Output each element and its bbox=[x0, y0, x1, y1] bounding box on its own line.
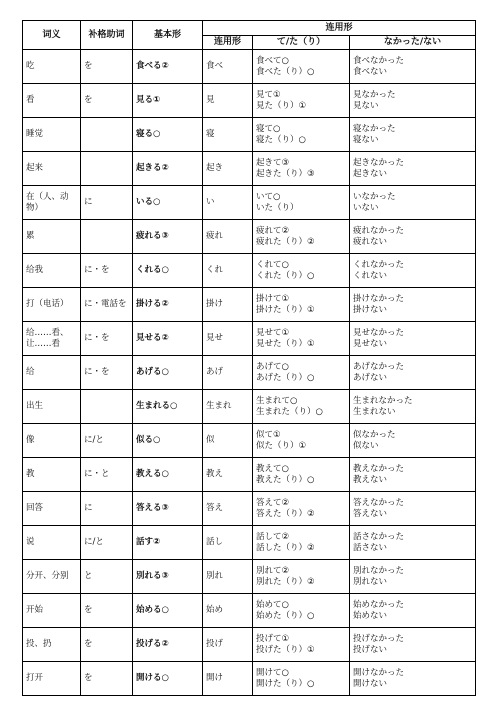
te-form-cell bbox=[253, 662, 350, 696]
renyo-stem-cell: 掛け bbox=[203, 288, 253, 322]
nakatta-form-line: 話さなかった bbox=[353, 531, 405, 542]
renyo-stem-cell: 始め bbox=[203, 594, 253, 628]
base-form-cell: いる○ bbox=[133, 186, 203, 220]
table-row bbox=[23, 254, 476, 288]
te-form-line: 見せて① bbox=[256, 327, 290, 338]
meaning-cell: 说 bbox=[23, 526, 81, 560]
te-form-cell bbox=[253, 356, 350, 390]
renyo-stem-cell: 見 bbox=[203, 84, 253, 118]
ta-form-line: 開けた（り）○ bbox=[256, 678, 315, 689]
te-form-cell bbox=[253, 424, 350, 458]
particle-cell: に・を bbox=[81, 356, 133, 390]
renyo-stem-cell: 疲れ bbox=[203, 220, 253, 254]
nakatta-form-line: 別れなかった bbox=[353, 565, 405, 576]
particle-cell bbox=[81, 118, 133, 152]
header-nakatta: なかった/ない bbox=[350, 36, 476, 50]
meaning-cell: 回答 bbox=[23, 492, 81, 526]
meaning-cell: 开始 bbox=[23, 594, 81, 628]
base-form-cell: あげる○ bbox=[133, 356, 203, 390]
table-row bbox=[23, 220, 476, 254]
nai-form-line: 寝ない bbox=[353, 134, 379, 145]
particle-cell: を bbox=[81, 594, 133, 628]
ta-form-line: くれた（り）○ bbox=[256, 270, 315, 281]
particle-cell bbox=[81, 152, 133, 186]
ta-form-line: あげた（り）○ bbox=[256, 372, 315, 383]
particle-cell: に・を bbox=[81, 254, 133, 288]
base-form-cell: 投げる② bbox=[133, 628, 203, 662]
renyo-stem-cell: 生まれ bbox=[203, 390, 253, 424]
negative-form-cell bbox=[350, 662, 476, 696]
ta-form-line: 投げた（り）① bbox=[256, 644, 315, 655]
te-form-line: あげて○ bbox=[256, 361, 289, 372]
negative-form-cell bbox=[350, 390, 476, 424]
ta-form-line: 答えた（り）② bbox=[256, 508, 315, 519]
table-row bbox=[23, 526, 476, 560]
renyo-stem-cell: 食べ bbox=[203, 50, 253, 84]
nakatta-form-line: 似なかった bbox=[353, 429, 396, 440]
te-form-line: 疲れて② bbox=[256, 225, 290, 236]
ta-form-line: 掛けた（り）① bbox=[256, 304, 315, 315]
negative-form-cell bbox=[350, 356, 476, 390]
te-form-line: 寝て○ bbox=[256, 123, 281, 134]
base-form-cell: 別れる③ bbox=[133, 560, 203, 594]
particle-cell: に/と bbox=[81, 526, 133, 560]
te-form-line: くれて○ bbox=[256, 259, 289, 270]
base-form-cell: 話す② bbox=[133, 526, 203, 560]
meaning-cell: 像 bbox=[23, 424, 81, 458]
te-form-line: いて○ bbox=[256, 191, 281, 202]
negative-form-cell bbox=[350, 288, 476, 322]
table-row bbox=[23, 492, 476, 526]
meaning-cell: 起来 bbox=[23, 152, 81, 186]
nakatta-form-line: 掛けなかった bbox=[353, 293, 405, 304]
nai-form-line: あげない bbox=[353, 372, 388, 383]
nai-form-line: 話さない bbox=[353, 542, 388, 553]
base-form-cell: 似る○ bbox=[133, 424, 203, 458]
nakatta-form-line: 投げなかった bbox=[353, 633, 405, 644]
renyo-stem-cell: 別れ bbox=[203, 560, 253, 594]
te-form-cell bbox=[253, 186, 350, 220]
nakatta-form-line: 寝なかった bbox=[353, 123, 396, 134]
negative-form-cell bbox=[350, 118, 476, 152]
renyo-stem-cell: 教え bbox=[203, 458, 253, 492]
ta-form-line: 生まれた（り）○ bbox=[256, 406, 323, 417]
renyo-stem-cell: くれ bbox=[203, 254, 253, 288]
ta-form-line: 食べた（り）○ bbox=[256, 66, 315, 77]
te-form-line: 生まれて○ bbox=[256, 395, 298, 406]
meaning-cell: 打（电话） bbox=[23, 288, 81, 322]
particle-cell bbox=[81, 220, 133, 254]
nai-form-line: 生まれない bbox=[353, 406, 396, 417]
table-row bbox=[23, 50, 476, 84]
ta-form-line: 教えた（り）○ bbox=[256, 474, 315, 485]
negative-form-cell bbox=[350, 594, 476, 628]
ta-form-line: 別れた（り）② bbox=[256, 576, 315, 587]
te-form-line: 教えて○ bbox=[256, 463, 289, 474]
particle-cell bbox=[81, 390, 133, 424]
nai-form-line: 始めない bbox=[353, 610, 388, 621]
te-form-cell bbox=[253, 492, 350, 526]
meaning-cell: 给我 bbox=[23, 254, 81, 288]
negative-form-cell bbox=[350, 560, 476, 594]
meaning-cell: 累 bbox=[23, 220, 81, 254]
te-form-line: 話して② bbox=[256, 531, 290, 542]
nai-form-line: 教えない bbox=[353, 474, 388, 485]
te-form-cell bbox=[253, 288, 350, 322]
base-form-cell: 開ける○ bbox=[133, 662, 203, 696]
te-form-line: 答えて② bbox=[256, 497, 290, 508]
base-form-cell: 見る① bbox=[133, 84, 203, 118]
base-form-cell: 答える③ bbox=[133, 492, 203, 526]
renyo-stem-cell: い bbox=[203, 186, 253, 220]
base-form-cell: 生まれる○ bbox=[133, 390, 203, 424]
meaning-cell: 睡觉 bbox=[23, 118, 81, 152]
te-form-line: 起きて③ bbox=[256, 157, 290, 168]
base-form-cell: 食べる② bbox=[133, 50, 203, 84]
te-form-cell bbox=[253, 220, 350, 254]
renyo-stem-cell: 似 bbox=[203, 424, 253, 458]
header-base: 基本形 bbox=[133, 21, 203, 50]
negative-form-cell bbox=[350, 628, 476, 662]
header-meaning: 词义 bbox=[23, 21, 81, 50]
particle-cell: を bbox=[81, 662, 133, 696]
particle-cell: と bbox=[81, 560, 133, 594]
header-renyo: 连用形 bbox=[203, 36, 253, 50]
table-row bbox=[23, 628, 476, 662]
particle-cell: に・と bbox=[81, 458, 133, 492]
negative-form-cell bbox=[350, 220, 476, 254]
base-form-cell: 掛ける② bbox=[133, 288, 203, 322]
te-form-cell bbox=[253, 526, 350, 560]
negative-form-cell bbox=[350, 458, 476, 492]
te-form-line: 始めて○ bbox=[256, 599, 289, 610]
te-form-cell bbox=[253, 560, 350, 594]
meaning-cell: 给 bbox=[23, 356, 81, 390]
ta-form-line: いた（り） bbox=[256, 202, 299, 213]
ta-form-line: 始めた（り）○ bbox=[256, 610, 315, 621]
table-row bbox=[23, 118, 476, 152]
nakatta-form-line: 答えなかった bbox=[353, 497, 405, 508]
negative-form-cell bbox=[350, 84, 476, 118]
renyo-stem-cell: 見せ bbox=[203, 322, 253, 356]
ta-form-line: 疲れた（り）② bbox=[256, 236, 315, 247]
te-form-line: 別れて② bbox=[256, 565, 290, 576]
table-row bbox=[23, 322, 476, 356]
te-form-line: 似て① bbox=[256, 429, 281, 440]
base-form-cell: 起きる② bbox=[133, 152, 203, 186]
meaning-cell: 投、扔 bbox=[23, 628, 81, 662]
particle-cell: に bbox=[81, 492, 133, 526]
table-row bbox=[23, 424, 476, 458]
meaning-cell: 分开、分别 bbox=[23, 560, 81, 594]
renyo-stem-cell: 起き bbox=[203, 152, 253, 186]
nai-form-line: 起きない bbox=[353, 168, 388, 179]
table-row bbox=[23, 390, 476, 424]
meaning-cell: 在（人、动物） bbox=[23, 186, 81, 220]
nakatta-form-line: 疲れなかった bbox=[353, 225, 405, 236]
particle-cell: を bbox=[81, 50, 133, 84]
renyo-stem-cell: 答え bbox=[203, 492, 253, 526]
table-row bbox=[23, 662, 476, 696]
negative-form-cell bbox=[350, 424, 476, 458]
base-form-cell: 始める○ bbox=[133, 594, 203, 628]
particle-cell: に・電話を bbox=[81, 288, 133, 322]
table-row bbox=[23, 288, 476, 322]
nakatta-form-line: 教えなかった bbox=[353, 463, 405, 474]
ta-form-line: 寝た（り）○ bbox=[256, 134, 306, 145]
nai-form-line: 見せない bbox=[353, 338, 388, 349]
ta-form-line: 見せた（り）① bbox=[256, 338, 315, 349]
te-form-line: 見て① bbox=[256, 89, 281, 100]
te-form-cell bbox=[253, 628, 350, 662]
te-form-cell bbox=[253, 322, 350, 356]
nakatta-form-line: 見せなかった bbox=[353, 327, 405, 338]
nakatta-form-line: くれなかった bbox=[353, 259, 405, 270]
ta-form-line: 話した（り）② bbox=[256, 542, 315, 553]
negative-form-cell bbox=[350, 50, 476, 84]
nakatta-form-line: いなかった bbox=[353, 191, 396, 202]
table-row bbox=[23, 458, 476, 492]
renyo-stem-cell: 開け bbox=[203, 662, 253, 696]
te-form-cell bbox=[253, 594, 350, 628]
nai-form-line: 疲れない bbox=[353, 236, 388, 247]
table-row bbox=[23, 84, 476, 118]
base-form-cell: くれる○ bbox=[133, 254, 203, 288]
table-row bbox=[23, 152, 476, 186]
te-form-line: 開けて○ bbox=[256, 667, 289, 678]
table-row bbox=[23, 560, 476, 594]
te-form-cell bbox=[253, 152, 350, 186]
negative-form-cell bbox=[350, 526, 476, 560]
nakatta-form-line: 始めなかった bbox=[353, 599, 405, 610]
nakatta-form-line: 食べなかった bbox=[353, 55, 405, 66]
nai-form-line: くれない bbox=[353, 270, 388, 281]
te-form-cell bbox=[253, 390, 350, 424]
table-row bbox=[23, 186, 476, 220]
ta-form-line: 起きた（り）③ bbox=[256, 168, 315, 179]
base-form-cell: 教える○ bbox=[133, 458, 203, 492]
negative-form-cell bbox=[350, 152, 476, 186]
meaning-cell: 出生 bbox=[23, 390, 81, 424]
nakatta-form-line: 生まれなかった bbox=[353, 395, 413, 406]
renyo-stem-cell: 話し bbox=[203, 526, 253, 560]
nai-form-line: 別れない bbox=[353, 576, 388, 587]
negative-form-cell bbox=[350, 322, 476, 356]
te-form-cell bbox=[253, 84, 350, 118]
nakatta-form-line: 開けなかった bbox=[353, 667, 405, 678]
nakatta-form-line: 起きなかった bbox=[353, 157, 405, 168]
particle-cell: を bbox=[81, 84, 133, 118]
negative-form-cell bbox=[350, 186, 476, 220]
te-form-cell bbox=[253, 254, 350, 288]
meaning-cell: 吃 bbox=[23, 50, 81, 84]
verb-conjugation-table bbox=[22, 20, 476, 696]
header-row-1 bbox=[23, 21, 476, 36]
nakatta-form-line: あげなかった bbox=[353, 361, 405, 372]
ta-form-line: 見た（り）① bbox=[256, 100, 307, 111]
nai-form-line: 食べない bbox=[353, 66, 388, 77]
nai-form-line: 答えない bbox=[353, 508, 388, 519]
negative-form-cell bbox=[350, 254, 476, 288]
nai-form-line: 似ない bbox=[353, 440, 379, 451]
meaning-cell: 看 bbox=[23, 84, 81, 118]
ta-form-line: 似た（り）① bbox=[256, 440, 307, 451]
nai-form-line: 投げない bbox=[353, 644, 388, 655]
particle-cell: を bbox=[81, 628, 133, 662]
base-form-cell: 疲れる③ bbox=[133, 220, 203, 254]
te-form-line: 掛けて① bbox=[256, 293, 290, 304]
renyo-stem-cell: 寝 bbox=[203, 118, 253, 152]
te-form-cell bbox=[253, 50, 350, 84]
te-form-cell bbox=[253, 458, 350, 492]
renyo-stem-cell: 投げ bbox=[203, 628, 253, 662]
particle-cell: に/と bbox=[81, 424, 133, 458]
header-te: て/た（り） bbox=[253, 36, 350, 50]
nai-form-line: いない bbox=[353, 202, 379, 213]
particle-cell: に bbox=[81, 186, 133, 220]
base-form-cell: 見せる② bbox=[133, 322, 203, 356]
particle-cell: に・を bbox=[81, 322, 133, 356]
te-form-cell bbox=[253, 118, 350, 152]
nai-form-line: 掛けない bbox=[353, 304, 388, 315]
header-group: 连用形 bbox=[203, 21, 476, 36]
table-row bbox=[23, 356, 476, 390]
meaning-cell: 打开 bbox=[23, 662, 81, 696]
header-particle: 补格助词 bbox=[81, 21, 133, 50]
negative-form-cell bbox=[350, 492, 476, 526]
base-form-cell: 寝る○ bbox=[133, 118, 203, 152]
nakatta-form-line: 見なかった bbox=[353, 89, 396, 100]
meaning-cell: 教 bbox=[23, 458, 81, 492]
renyo-stem-cell: あげ bbox=[203, 356, 253, 390]
te-form-line: 食べて○ bbox=[256, 55, 289, 66]
nai-form-line: 見ない bbox=[353, 100, 379, 111]
te-form-line: 投げて① bbox=[256, 633, 290, 644]
nai-form-line: 開けない bbox=[353, 678, 388, 689]
table-row bbox=[23, 594, 476, 628]
meaning-cell: 给……看、让……看 bbox=[23, 322, 81, 356]
